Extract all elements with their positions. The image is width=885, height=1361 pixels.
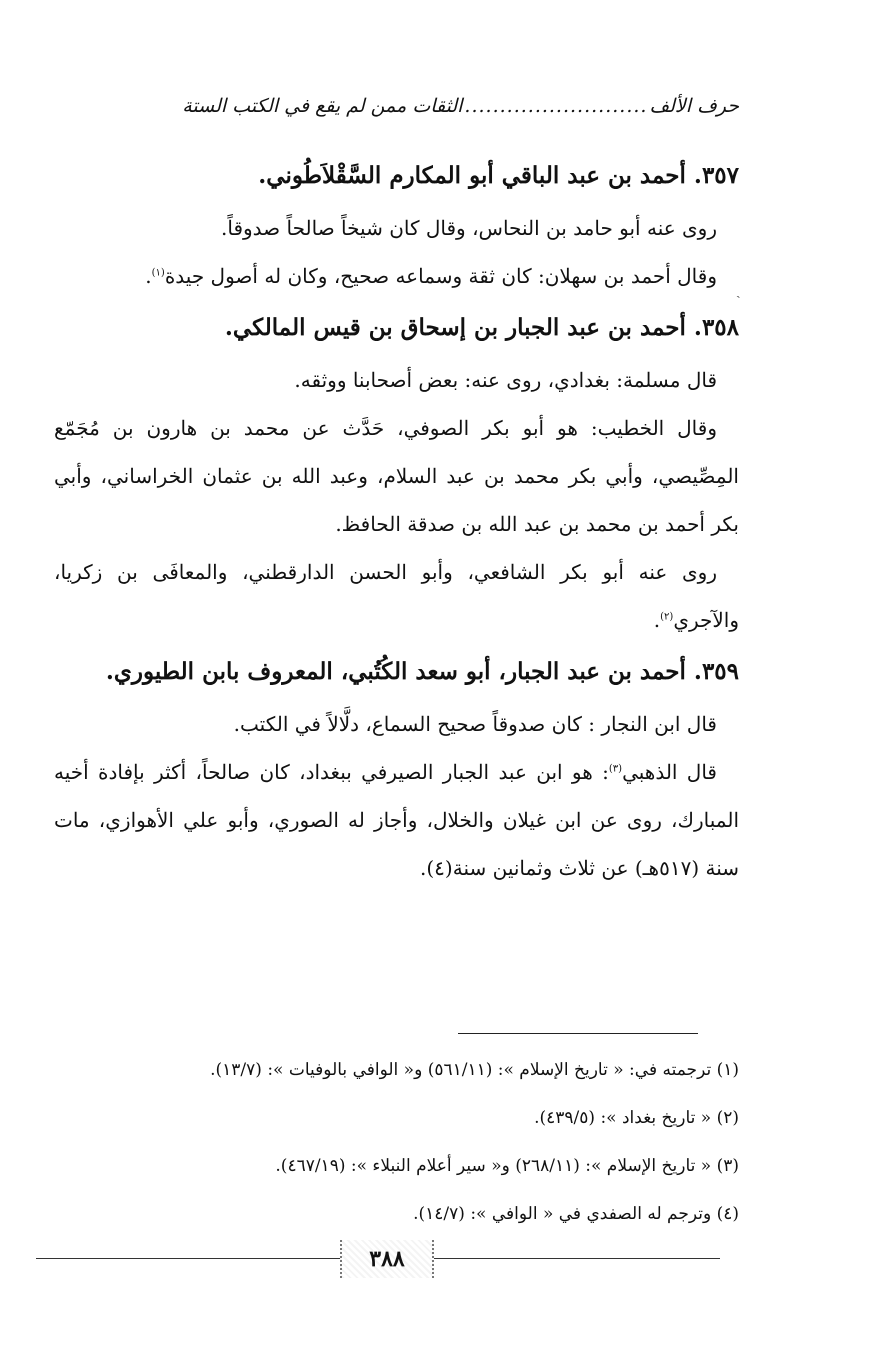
entry-heading bbox=[54, 148, 739, 204]
book-title: الثقات ممن لم يقع في الكتب الستة bbox=[182, 95, 463, 117]
paragraph bbox=[54, 356, 739, 404]
paragraph bbox=[54, 700, 739, 748]
entry-name: أحمد بن عبد الباقي أبو المكارم السَّقْلاَطُوني. bbox=[258, 162, 686, 189]
entry-heading bbox=[54, 644, 739, 700]
entry-number: ٣٥٩. bbox=[693, 658, 739, 685]
footnote: (٣) « تاريخ الإسلام »: (٢٦٨/١١) و« سير أعلام النبلاء »: (٤٦٧/١٩). bbox=[275, 1156, 739, 1176]
page-number: ٣٨٨ bbox=[340, 1240, 434, 1278]
paragraph bbox=[54, 252, 739, 300]
footnote-ref: (١) bbox=[151, 267, 165, 279]
main-text bbox=[54, 148, 739, 892]
footnote-ref: (٣) bbox=[608, 763, 623, 775]
paragraph bbox=[54, 204, 739, 252]
header-dots: .......................... bbox=[464, 95, 648, 117]
entry-number: ٣٥٧. bbox=[693, 162, 739, 189]
footnotes bbox=[54, 1046, 739, 1238]
footer-rule-right bbox=[430, 1258, 720, 1259]
margin-mark: ˏ bbox=[736, 283, 741, 299]
footnote: (١) ترجمته في: « تاريخ الإسلام »: (٥٦١/١١) و« الوافي بالوفيات »: (١٣/٧). bbox=[210, 1060, 739, 1080]
entry-name: أحمد بن عبد الجبار، أبو سعد الكُتُبي، المعروف بابن الطيوري. bbox=[105, 658, 686, 685]
paragraph-text: روى عنه أبو بكر الشافعي، وأبو الحسن الدارقطني، والمعافَى بن زكريا، والآجري bbox=[54, 560, 739, 632]
footnote-separator bbox=[458, 1033, 698, 1034]
section-title: حرف الألف bbox=[649, 95, 739, 117]
paragraph-text: قال الذهبي bbox=[622, 760, 717, 784]
paragraph bbox=[54, 548, 739, 644]
paragraph-text: روى عنه أبو حامد بن النحاس، وقال كان شيخاً صالحاً صدوقاً. bbox=[221, 216, 717, 240]
paragraph-text: وقال أحمد بن سهلان: كان ثقة وسماعه صحيح، وكان له أصول جيدة bbox=[164, 264, 717, 288]
paragraph-text: وقال الخطيب: هو أبو بكر الصوفي، حَدَّث عن محمد بن هارون بن مُجَمّع المِصِّيصي، وأبي بكر محمد بن عبد السلام، وعبد الله بن عثمان الخراساني، وأبي بكر أحمد بن محمد بن عبد الله بن صدقة الحافظ. bbox=[54, 416, 739, 536]
paragraph-text: قال ابن النجار : كان صدوقاً صحيح السماع، دلَّالاً في الكتب. bbox=[233, 712, 717, 736]
entry-heading bbox=[54, 300, 739, 356]
footnote: (٢) « تاريخ بغداد »: (٤٣٩/٥). bbox=[534, 1108, 739, 1128]
running-header bbox=[80, 92, 739, 120]
paragraph-text: قال مسلمة: بغدادي، روى عنه: بعض أصحابنا ووثقه. bbox=[294, 368, 717, 392]
paragraph-text-end: : هو ابن عبد الجبار الصيرفي ببغداد، كان صالحاً، أكثر بإفادة أخيه المبارك، روى عن ابن غيلان والخلال، وأجاز له الصوري، وأبو علي الأهوازي، مات سنة (٥١٧هـ) عن ثلاث وثمانين سنة(٤). bbox=[54, 760, 739, 880]
footnote: (٤) وترجم له الصفدي في « الوافي »: (١٤/٧). bbox=[413, 1204, 739, 1224]
paragraph-text-end: . bbox=[145, 264, 152, 288]
paragraph bbox=[54, 404, 739, 548]
paragraph bbox=[54, 748, 739, 892]
footnote-ref: (٢) bbox=[660, 611, 674, 623]
footer-rule-left bbox=[36, 1258, 340, 1259]
paragraph-text-end: . bbox=[653, 608, 661, 632]
entry-number: ٣٥٨. bbox=[693, 314, 739, 341]
entry-name: أحمد بن عبد الجبار بن إسحاق بن قيس المالكي. bbox=[224, 314, 686, 341]
